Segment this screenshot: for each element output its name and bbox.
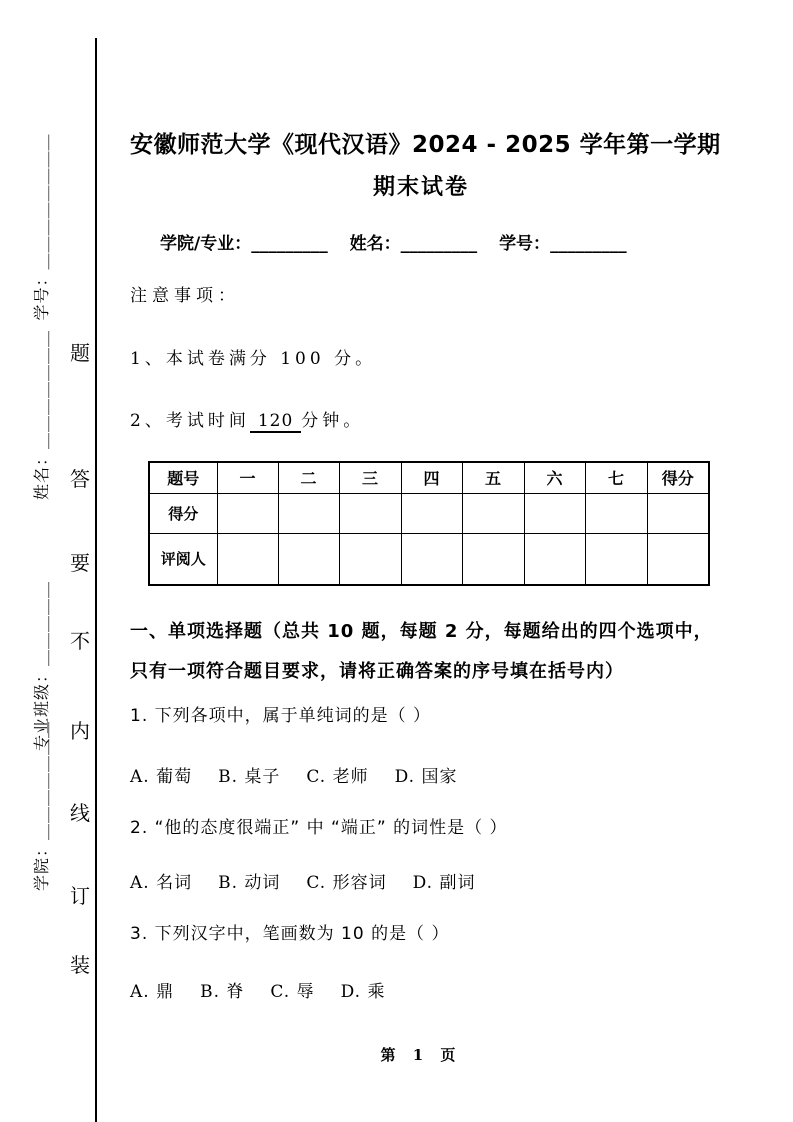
reviewer-cell [401,533,462,585]
score-cell [339,493,401,533]
exam-duration-value: 120 [250,411,301,433]
reviewer-cell [217,533,278,585]
binding-char: 要 [70,551,90,575]
binding-divider-line [95,38,97,1122]
student-id-blank: _________ [550,234,627,254]
score-cell [401,493,462,533]
exam-duration-prefix: 2、考试时间 [130,411,250,431]
binding-char: 订 [70,884,90,908]
name-field [350,234,478,254]
col-part-6: 六 [524,462,585,493]
option-a: A. 鼎 [130,982,175,1002]
sidebar-college-field: 学院：＿＿＿＿＿＿＿ [32,721,51,892]
name-blank: _________ [400,234,478,254]
score-row [149,493,709,533]
page-number-footer: 第 1 页 [380,1046,462,1064]
reviewer-cell [339,533,401,585]
score-cell [585,493,647,533]
reviewer-cell [647,533,709,585]
score-cell [524,493,585,533]
col-part-1: 一 [217,462,278,493]
score-cell [278,493,339,533]
score-table-container [148,461,710,586]
notice-item-2 [130,406,712,431]
score-row-label: 得分 [149,493,217,533]
exam-duration-suffix: 分钟。 [301,411,365,431]
option-a: A. 名词 [130,873,193,893]
reviewer-cell [278,533,339,585]
college-major-field [160,234,328,254]
option-b: B. 脊 [200,982,245,1002]
binding-char: 答 [70,467,90,491]
option-d: D. 乘 [340,982,386,1002]
student-id-label: 学号： [499,234,551,254]
name-label: 姓名： [349,234,401,254]
score-table [148,461,710,586]
binding-char: 装 [70,953,90,977]
col-part-2: 二 [278,462,339,493]
option-d: D. 国家 [394,767,458,787]
score-table-header-row [149,462,709,493]
college-major-blank: _________ [251,234,328,254]
reviewer-cell [462,533,524,585]
option-b: B. 动词 [218,873,281,893]
question-3-text: 3. 下列汉字中，笔画数为 10 的是（ ） [130,924,450,944]
question-1-text: 1. 下列各项中，属于单纯词的是（ ） [130,706,432,726]
option-d: D. 副词 [412,873,476,893]
question-2-options [130,868,712,893]
reviewer-cell [524,533,585,585]
reviewer-cell [585,533,647,585]
score-cell [647,493,709,533]
col-total-score: 得分 [647,462,709,493]
col-question-number: 题号 [149,462,217,493]
binding-char: 内 [70,719,90,743]
sidebar-name-field: 姓名：＿＿＿＿＿＿＿ [32,330,51,501]
option-b: B. 桌子 [218,767,281,787]
option-c: C. 辱 [270,982,315,1002]
exam-title-line2: 期末试卷 [372,175,469,200]
sidebar-student-id-field: 学号：＿＿＿＿＿＿＿＿ [32,133,51,321]
question-3-options [130,977,712,1002]
reviewer-row [149,533,709,585]
notice-heading: 注意事项： [130,286,240,306]
col-part-4: 四 [401,462,462,493]
option-c: C. 老师 [306,767,369,787]
option-c: C. 形容词 [306,873,387,893]
score-cell [217,493,278,533]
binding-char: 线 [70,801,90,825]
college-major-label: 学院/专业： [160,234,252,254]
sidebar-class-field: 专业班级：＿＿＿＿＿ [32,581,51,752]
exam-title-line1: 安徽师范大学《现代汉语》2024 - 2025 学年第一学期 [130,132,721,158]
student-info-row [160,229,712,254]
col-part-5: 五 [462,462,524,493]
binding-char: 题 [70,341,90,365]
col-part-7: 七 [585,462,647,493]
question-2-text: 2. “他的态度很端正” 中 “端正” 的词性是（ ） [130,818,508,838]
student-id-field [499,234,627,254]
col-part-3: 三 [339,462,401,493]
notice-item-1: 1、本试卷满分 100 分。 [130,349,377,369]
reviewer-row-label: 评阅人 [149,533,217,585]
section-1-heading: 一、单项选择题（总共 10 题，每题 2 分，每题给出的四个选项中，只有一项符合题目要求，请将正确答案的序号填在括号内） [130,621,713,682]
question-1-options [130,762,712,787]
score-cell [462,493,524,533]
binding-char: 不 [70,629,90,653]
option-a: A. 葡萄 [130,767,193,787]
